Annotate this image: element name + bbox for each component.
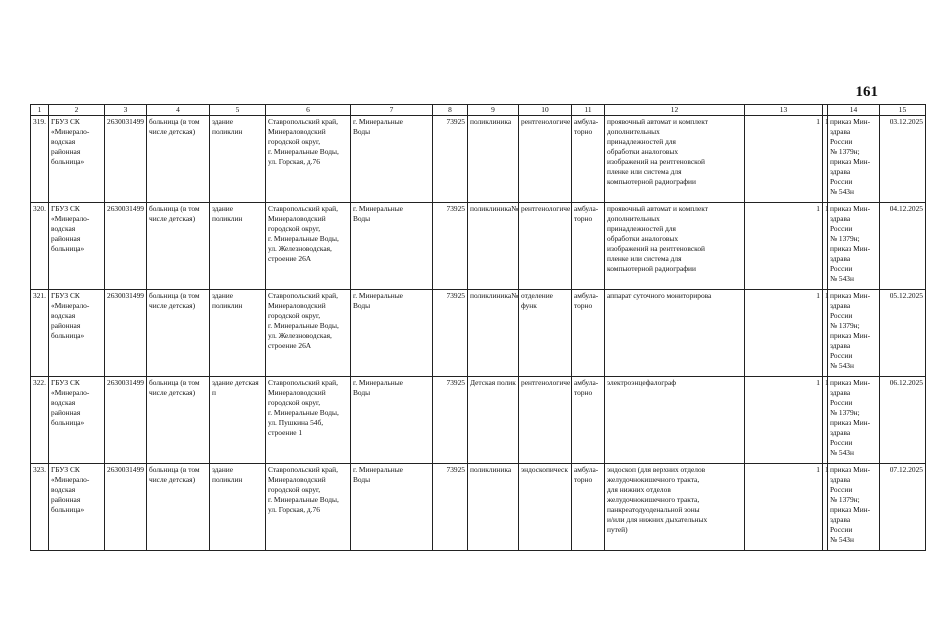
cell-order: приказ Мин- здрава России № 1379н; приказ Мин- здрава России № 543н: [828, 290, 880, 377]
cell-number: 319.: [31, 116, 49, 203]
cell-quantity: 1: [745, 203, 823, 290]
cell-building: здание поликлин: [210, 203, 266, 290]
table-row: [31, 203, 926, 290]
cell-quantity-extra: 1: [823, 377, 828, 464]
cell-department: отделение функ: [519, 290, 572, 377]
cell-care-mode: амбула- торно: [572, 464, 605, 551]
column-header: 12: [605, 105, 745, 116]
cell-inn: 2630031499: [105, 203, 147, 290]
cell-organization: ГБУЗ СК «Минерало- водская районная больница»: [49, 290, 105, 377]
cell-city: г. Минеральные Воды: [351, 464, 433, 551]
cell-building: здание детская п: [210, 377, 266, 464]
cell-department: рентгенологиче: [519, 116, 572, 203]
cell-building: здание поликлин: [210, 464, 266, 551]
column-header: 7: [351, 105, 433, 116]
cell-department: эндоскопическ: [519, 464, 572, 551]
cell-order: приказ Мин- здрава России № 1379н; приказ Мин- здрава России № 543н: [828, 377, 880, 464]
cell-quantity: 1: [745, 377, 823, 464]
column-header: 9: [468, 105, 519, 116]
column-header: 4: [147, 105, 210, 116]
column-header: 10: [519, 105, 572, 116]
table-row: [31, 464, 926, 551]
table-row: [31, 116, 926, 203]
cell-order: приказ Мин- здрава России № 1379н; приказ Мин- здрава России № 543н: [828, 464, 880, 551]
cell-date: 07.12.2025: [880, 464, 926, 551]
cell-city: г. Минеральные Воды: [351, 203, 433, 290]
cell-inn: 2630031499: [105, 116, 147, 203]
cell-care-mode: амбула- торно: [572, 377, 605, 464]
cell-care-mode: амбула- торно: [572, 203, 605, 290]
cell-building: здание поликлин: [210, 290, 266, 377]
cell-code: 73925: [433, 464, 468, 551]
cell-inn: 2630031499: [105, 290, 147, 377]
cell-city: г. Минеральные Воды: [351, 377, 433, 464]
cell-number: 321.: [31, 290, 49, 377]
cell-organization: ГБУЗ СК «Минерало- водская районная больница»: [49, 203, 105, 290]
cell-code: 73925: [433, 290, 468, 377]
cell-quantity-extra: 1: [823, 464, 828, 551]
cell-city: г. Минеральные Воды: [351, 290, 433, 377]
cell-subdivision: поликлиника№: [468, 290, 519, 377]
cell-quantity: 1: [745, 116, 823, 203]
cell-address: Ставропольский край, Минераловодский городской округ, г. Минеральные Воды, ул. Железноводская, строение 26А: [266, 290, 351, 377]
cell-code: 73925: [433, 377, 468, 464]
cell-code: 73925: [433, 116, 468, 203]
cell-facility-type: больница (в том числе детская): [147, 116, 210, 203]
cell-address: Ставропольский край, Минераловодский городской округ, г. Минеральные Воды, ул. Железноводская, строение 26А: [266, 203, 351, 290]
cell-address: Ставропольский край, Минераловодский городской округ, г. Минеральные Воды, ул. Горская, д.76: [266, 116, 351, 203]
cell-code: 73925: [433, 203, 468, 290]
cell-number: 320.: [31, 203, 49, 290]
column-header: 2: [49, 105, 105, 116]
cell-quantity: 1: [745, 464, 823, 551]
cell-address: Ставропольский край, Минераловодский городской округ, г. Минеральные Воды, ул. Горская, д.76: [266, 464, 351, 551]
table-row: [31, 377, 926, 464]
cell-number: 322.: [31, 377, 49, 464]
cell-subdivision: поликлиника№: [468, 203, 519, 290]
column-number-row: [31, 105, 926, 116]
column-header: 1: [31, 105, 49, 116]
column-header: 14: [828, 105, 880, 116]
column-header: 13: [745, 105, 823, 116]
cell-facility-type: больница (в том числе детская): [147, 203, 210, 290]
page-number: 161: [855, 84, 878, 100]
cell-quantity-extra: 1: [823, 290, 828, 377]
cell-equipment: проявочный автомат и комплект дополнительных принадлежностей для обработки аналоговых изображений на рентгеновской пленке или система для компьютерной радиографии: [605, 203, 745, 290]
cell-order: приказ Мин- здрава России № 1379н; приказ Мин- здрава России № 543н: [828, 203, 880, 290]
cell-equipment: проявочный автомат и комплект дополнительных принадлежностей для обработки аналоговых изображений на рентгеновской пленке или система для компьютерной радиографии: [605, 116, 745, 203]
cell-address: Ставропольский край, Минераловодский городской округ, г. Минеральные Воды, ул. Пушкина 54б, строение 1: [266, 377, 351, 464]
column-header: 3: [105, 105, 147, 116]
cell-order: приказ Мин- здрава России № 1379н; приказ Мин- здрава России № 543н: [828, 116, 880, 203]
cell-facility-type: больница (в том числе детская): [147, 377, 210, 464]
cell-facility-type: больница (в том числе детская): [147, 290, 210, 377]
cell-date: 06.12.2025: [880, 377, 926, 464]
cell-date: 04.12.2025: [880, 203, 926, 290]
cell-subdivision: поликлиника: [468, 464, 519, 551]
cell-department: рентгенологиче: [519, 203, 572, 290]
cell-organization: ГБУЗ СК «Минерало- водская районная больница»: [49, 116, 105, 203]
column-header: 5: [210, 105, 266, 116]
cell-department: рентгенологиче: [519, 377, 572, 464]
cell-equipment: аппарат суточного мониторирова: [605, 290, 745, 377]
cell-inn: 2630031499: [105, 377, 147, 464]
cell-subdivision: поликлиника: [468, 116, 519, 203]
cell-care-mode: амбула- торно: [572, 290, 605, 377]
cell-inn: 2630031499: [105, 464, 147, 551]
cell-date: 05.12.2025: [880, 290, 926, 377]
table-row: [31, 290, 926, 377]
equipment-table: [30, 104, 926, 551]
cell-facility-type: больница (в том числе детская): [147, 464, 210, 551]
cell-date: 03.12.2025: [880, 116, 926, 203]
cell-quantity-extra: 1: [823, 116, 828, 203]
cell-organization: ГБУЗ СК «Минерало- водская районная больница»: [49, 464, 105, 551]
cell-subdivision: Детская полик: [468, 377, 519, 464]
cell-organization: ГБУЗ СК «Минерало- водская районная больница»: [49, 377, 105, 464]
cell-equipment: эндоскоп (для верхних отделов желудочнокишечного тракта, для нижних отделов желудочнокишечного тракта, панкреатодуоденальной зоны и/или для нижних дыхательных путей): [605, 464, 745, 551]
cell-city: г. Минеральные Воды: [351, 116, 433, 203]
cell-equipment: электроэнцефалограф: [605, 377, 745, 464]
column-header: 11: [572, 105, 605, 116]
column-header: 8: [433, 105, 468, 116]
cell-care-mode: амбула- торно: [572, 116, 605, 203]
column-header: 15: [880, 105, 926, 116]
column-header: 6: [266, 105, 351, 116]
cell-number: 323.: [31, 464, 49, 551]
cell-building: здание поликлин: [210, 116, 266, 203]
cell-quantity-extra: 1: [823, 203, 828, 290]
cell-quantity: 1: [745, 290, 823, 377]
